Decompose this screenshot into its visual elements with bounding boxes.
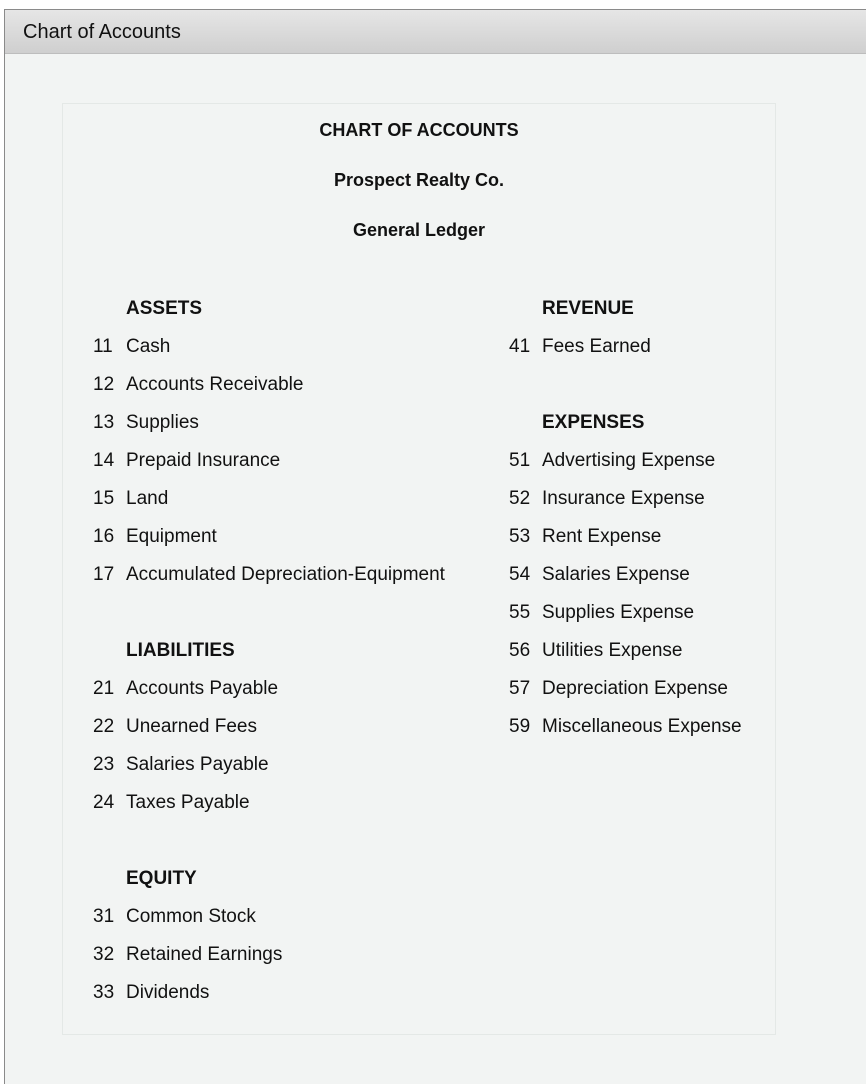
account-row <box>509 556 742 594</box>
account-name: Supplies Expense <box>542 602 695 623</box>
account-row <box>93 404 445 442</box>
account-row <box>509 328 742 366</box>
account-number: 17 <box>93 564 115 585</box>
account-name: Retained Earnings <box>126 944 283 965</box>
account-row <box>93 556 445 594</box>
account-name: Taxes Payable <box>126 792 250 813</box>
account-row <box>93 328 445 366</box>
assets-heading: ASSETS <box>126 298 203 319</box>
account-number: 59 <box>509 716 531 737</box>
account-row <box>509 708 742 746</box>
account-row <box>93 936 445 974</box>
account-number: 56 <box>509 640 531 661</box>
account-row <box>509 670 742 708</box>
account-row <box>509 480 742 518</box>
chart-of-accounts-window <box>4 9 866 1084</box>
account-number: 23 <box>93 754 115 775</box>
account-number: 52 <box>509 488 531 509</box>
account-number: 54 <box>509 564 531 585</box>
liabilities-heading: LIABILITIES <box>126 640 235 661</box>
chart-title: CHART OF ACCOUNTS <box>319 120 519 140</box>
account-row <box>93 708 445 746</box>
account-number: 13 <box>93 412 115 433</box>
account-row <box>93 518 445 556</box>
account-number: 15 <box>93 488 115 509</box>
spacer <box>509 366 742 404</box>
account-name: Salaries Payable <box>126 754 269 775</box>
account-name: Unearned Fees <box>126 716 257 737</box>
account-number: 57 <box>509 678 531 699</box>
account-row <box>93 746 445 784</box>
company-name: Prospect Realty Co. <box>333 170 505 190</box>
account-name: Miscellaneous Expense <box>542 716 742 737</box>
left-column <box>93 290 445 1012</box>
account-name: Supplies <box>126 412 199 433</box>
account-name: Land <box>126 488 169 509</box>
account-row <box>93 974 445 1012</box>
account-name: Utilities Expense <box>542 640 683 661</box>
account-row <box>509 442 742 480</box>
account-name: Cash <box>126 336 171 357</box>
account-name: Accumulated Depreciation-Equipment <box>126 564 445 585</box>
account-row <box>93 670 445 708</box>
account-number: 14 <box>93 450 115 471</box>
account-number: 32 <box>93 944 115 965</box>
account-name: Accounts Payable <box>126 678 279 699</box>
account-number: 12 <box>93 374 115 395</box>
spacer <box>93 594 445 632</box>
account-number: 11 <box>93 336 113 357</box>
account-number: 33 <box>93 982 115 1003</box>
account-number: 22 <box>93 716 115 737</box>
account-name: Dividends <box>126 982 210 1003</box>
account-row <box>93 784 445 822</box>
account-number: 16 <box>93 526 115 547</box>
expenses-heading: EXPENSES <box>542 412 645 433</box>
window-title: Chart of Accounts <box>5 10 866 54</box>
account-name: Depreciation Expense <box>542 678 728 699</box>
account-number: 55 <box>509 602 531 623</box>
spacer <box>93 822 445 860</box>
account-number: 41 <box>509 336 531 357</box>
account-name: Accounts Receivable <box>126 374 304 395</box>
account-row <box>93 480 445 518</box>
right-column <box>509 290 742 746</box>
account-number: 53 <box>509 526 531 547</box>
account-row <box>509 594 742 632</box>
account-name: Common Stock <box>126 906 256 927</box>
account-number: 51 <box>509 450 531 471</box>
account-number: 24 <box>93 792 115 813</box>
account-row <box>509 632 742 670</box>
account-name: Advertising Expense <box>542 450 716 471</box>
account-row <box>509 518 742 556</box>
account-row <box>93 366 445 404</box>
ledger-title: General Ledger <box>352 220 486 240</box>
revenue-heading: REVENUE <box>542 298 634 319</box>
account-name: Salaries Expense <box>542 564 690 585</box>
account-row <box>93 898 445 936</box>
account-name: Insurance Expense <box>542 488 705 509</box>
equity-heading: EQUITY <box>126 868 197 889</box>
account-number: 31 <box>93 906 115 927</box>
chart-panel <box>62 103 776 1035</box>
account-name: Rent Expense <box>542 526 662 547</box>
account-name: Fees Earned <box>542 336 651 357</box>
account-row <box>93 442 445 480</box>
account-number: 21 <box>93 678 115 699</box>
account-name: Prepaid Insurance <box>126 450 281 471</box>
account-name: Equipment <box>126 526 217 547</box>
